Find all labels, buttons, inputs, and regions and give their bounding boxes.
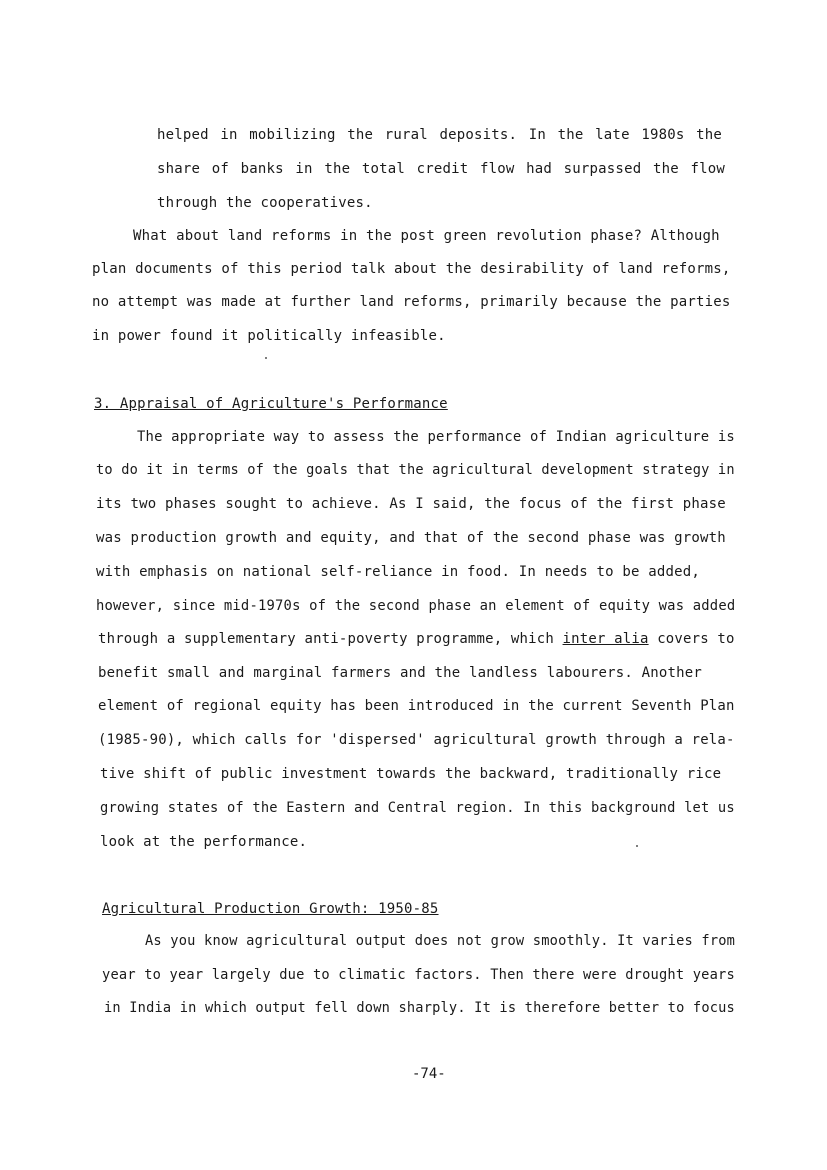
text-line: What about land reforms in the post green revolution phase? Although [133, 228, 720, 244]
text-line: through the cooperatives. [157, 195, 373, 211]
text-line: tive shift of public investment towards the backward, traditionally rice [100, 766, 722, 782]
text-line: year to year largely due to climatic factors. Then there were drought years [102, 967, 735, 983]
text-span: covers to [648, 631, 735, 647]
text-line: benefit small and marginal farmers and the landless labourers. Another [98, 665, 703, 681]
text-line: element of regional equity has been introduced in the current Seventh Plan [98, 698, 735, 714]
text-line: however, since mid-1970s of the second phase an element of equity was added [96, 598, 736, 614]
text-line: plan documents of this period talk about the desirability of land reforms, [92, 261, 731, 277]
text-line: was production growth and equity, and that of the second phase was growth [96, 530, 726, 546]
text-span: through a supplementary anti-poverty programme, which [98, 631, 563, 647]
text-line: in power found it politically infeasible. [92, 328, 446, 344]
scan-speck [265, 357, 267, 359]
text-line: growing states of the Eastern and Central region. In this background let us [100, 800, 735, 816]
text-line: to do it in terms of the goals that the agricultural development strategy in [96, 462, 735, 478]
text-line: its two phases sought to achieve. As I said, the focus of the first phase [96, 496, 726, 512]
text-line: share of banks in the total credit flow had surpassed the flow [157, 161, 725, 177]
text-line: (1985-90), which calls for 'dispersed' agricultural growth through a rela- [98, 732, 735, 748]
text-line: in India in which output fell down sharply. It is therefore better to focus [104, 1000, 735, 1016]
text-line: no attempt was made at further land reforms, primarily because the parties [92, 294, 731, 310]
scan-speck [636, 845, 638, 847]
underlined-phrase: inter alia [562, 631, 649, 647]
text-line [98, 630, 735, 648]
text-line: As you know agricultural output does not grow smoothly. It varies from [145, 933, 736, 949]
text-line: The appropriate way to assess the performance of Indian agriculture is [137, 429, 735, 445]
section-heading: 3. Appraisal of Agriculture's Performance [94, 396, 448, 412]
page-number: -74- [412, 1066, 446, 1082]
sub-heading: Agricultural Production Growth: 1950-85 [102, 901, 439, 917]
text-line: look at the performance. [100, 834, 308, 850]
text-line: with emphasis on national self-reliance in food. In needs to be added, [96, 564, 701, 580]
text-line: helped in mobilizing the rural deposits. In the late 1980s the [157, 127, 722, 143]
